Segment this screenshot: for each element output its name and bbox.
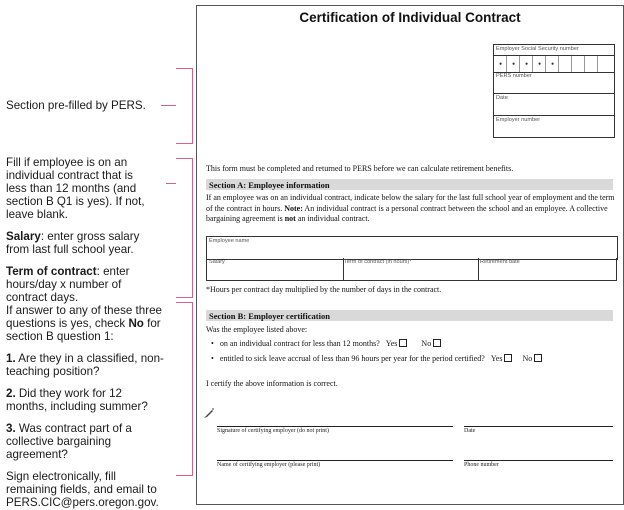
employee-name-label: Employee name xyxy=(209,238,250,244)
annotation-prefilled-text: Section pre-filled by PERS. xyxy=(6,99,146,112)
bracket-tick-1 xyxy=(161,105,176,106)
contract-form xyxy=(196,5,624,505)
term-of-contract-field[interactable] xyxy=(342,258,479,281)
bracket-tick-2 xyxy=(166,183,176,184)
annotation-prefilled xyxy=(6,99,166,112)
section-b-item-2: • entitled to sick leave accrual of less than 96 hours per year for the period certified? Yes No xyxy=(211,354,621,365)
pen-icon xyxy=(203,406,215,418)
certify-statement: I certify the above information is correct. xyxy=(206,379,338,388)
section-a-body: If an employee was on an individual contract, indicate below the salary for the last full school year of employment and the term of the contract in hours. Note: An individual contract is a personal contract between the school and an employee. A collective bargaining agreement is not an individual contract. xyxy=(206,193,615,223)
section-b-title: Section B: Employer certification xyxy=(209,311,330,321)
section-a-header xyxy=(206,179,613,190)
bracket-prefilled xyxy=(176,68,193,144)
employer-number-label: Employer number xyxy=(496,117,541,123)
name-line[interactable] xyxy=(217,460,453,461)
form-title: Certification of Individual Contract xyxy=(299,10,521,25)
item2-no-checkbox[interactable] xyxy=(534,354,542,362)
id-box xyxy=(493,44,615,138)
pers-number-label: PERS number xyxy=(496,73,532,79)
ssn-digit-5: • xyxy=(551,59,555,69)
section-b-item-1: • on an individual contract for less than 12 months? Yes No xyxy=(211,339,611,350)
employee-name-field[interactable] xyxy=(206,236,618,260)
annotation-fill-if: Fill if employee is on an individual contract that is less than 12 months (and section B Q1 is yes). If not, leave blank. xyxy=(6,156,145,221)
retirement-date-label: Retirement date xyxy=(480,259,520,265)
ssn-digit-1: • xyxy=(499,59,503,69)
section-b-question: Was the employee listed above: xyxy=(206,325,308,334)
hours-footnote: *Hours per contract day multiplied by the number of days in the contract. xyxy=(206,285,442,294)
salary-field[interactable] xyxy=(206,258,344,281)
name-label: Name of certifying employer (please print) xyxy=(217,462,321,468)
annotation-section-b xyxy=(6,304,166,509)
date-label: Date xyxy=(496,95,508,101)
ssn-digit-4: • xyxy=(538,59,542,69)
annotation-section-a xyxy=(6,156,156,304)
retirement-date-field[interactable] xyxy=(478,258,617,281)
item1-yes-checkbox[interactable] xyxy=(399,339,407,347)
annotation-q3: 3. Was contract part of a collective bargaining agreement? xyxy=(6,422,132,461)
annotation-q2: 2. Did they work for 12 months, including summer? xyxy=(6,387,148,413)
phone-label: Phone number xyxy=(464,462,499,468)
bracket-section-b xyxy=(176,302,193,476)
section-b-header xyxy=(206,310,613,321)
section-a-title: Section A: Employee information xyxy=(209,180,330,190)
ssn-label: Employer Social Security number xyxy=(496,46,579,52)
annotation-if-answer: If answer to any of these three questions is yes, check No for section B question 1: xyxy=(6,304,162,343)
form-intro: This form must be completed and returned to PERS before we can calculate retirement benefits. xyxy=(206,164,514,173)
phone-line[interactable] xyxy=(464,460,613,461)
item2-yes-checkbox[interactable] xyxy=(504,354,512,362)
item1-no-checkbox[interactable] xyxy=(433,339,441,347)
date-field[interactable] xyxy=(494,115,614,116)
date-line[interactable] xyxy=(464,426,613,427)
signature-line[interactable] xyxy=(217,426,453,427)
annotation-sign: Sign electronically, fill remaining fields, and email to PERS.CIC@pers.oregon.gov. xyxy=(6,470,159,509)
salary-label: Salary xyxy=(209,259,225,265)
annotation-term: Term of contract: enter hours/day x number of contract days. xyxy=(6,265,130,304)
bracket-section-a xyxy=(176,158,193,298)
ssn-digit-2: • xyxy=(512,59,516,69)
signature-label: Signature of certifying employer (do not print) xyxy=(217,428,329,434)
annotation-salary: Salary: enter gross salary from last full school year. xyxy=(6,230,140,256)
annotation-q1: 1. Are they in a classified, non-teaching position? xyxy=(6,352,164,378)
ssn-field[interactable] xyxy=(494,55,614,73)
term-of-contract-label: Term of contract (in hours)* xyxy=(344,259,412,265)
cert-date-label: Date xyxy=(464,428,476,434)
ssn-digit-3: • xyxy=(525,59,529,69)
pers-number-field[interactable] xyxy=(494,93,614,94)
